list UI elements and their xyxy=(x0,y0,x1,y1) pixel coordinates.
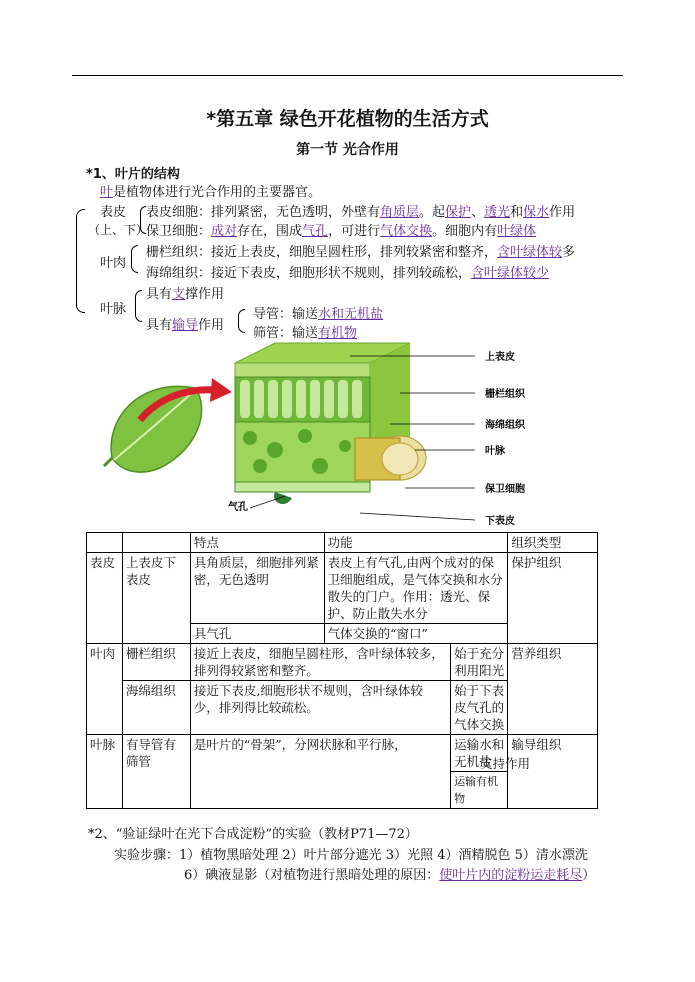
cell-mes-type: 营养组织 xyxy=(508,644,598,735)
mesophyll-label: 叶肉 xyxy=(100,256,127,271)
label-palisade: 栅栏组织 xyxy=(485,389,525,400)
header-feature: 特点 xyxy=(190,533,324,553)
cell-vein-type: 输导组织 xyxy=(508,735,598,809)
cell-pal-name: 栅栏组织 xyxy=(122,644,190,681)
table-header-row xyxy=(87,533,598,553)
transport-brace xyxy=(238,309,245,333)
header-rule xyxy=(72,75,623,76)
cell-vein-group: 叶脉 xyxy=(87,735,123,809)
cell-vein-func2: 运输有机物 xyxy=(451,772,508,809)
cell-epi-feature: 具角质层，细胞排列紧密，无色透明 xyxy=(190,553,324,624)
cell-pal-function: 始于充分利用阳光 xyxy=(451,644,508,681)
cell-vein-func1: 运输水和无机盐 xyxy=(451,735,508,772)
cell-spo-function: 始于下表皮气孔的气体交换 xyxy=(451,681,508,735)
epidermis-cell-line: 表皮细胞：排列紧密，无色透明，外壁有角质层。起保护、透光和保水作用 xyxy=(146,205,576,220)
cell-spo-feature: 接近下表皮,细胞形状不规则，含叶绿体较少，排列得比较疏松。 xyxy=(190,681,450,735)
label-spongy: 海绵组织 xyxy=(485,420,525,431)
main-brace xyxy=(76,209,85,313)
label-stoma: 气孔 xyxy=(228,502,248,513)
xylem-line: 导管：输送水和无机盐 xyxy=(253,307,384,322)
vein-support-cell: 支持作用 xyxy=(480,756,531,771)
label-guard-cell: 保卫细胞 xyxy=(485,484,525,495)
vein-brace xyxy=(135,290,142,322)
guard-cell-line: 保卫细胞：成对存在，围成气孔，可进行气体交换。细胞内有叶绿体 xyxy=(146,224,537,239)
tissue-block xyxy=(235,343,426,504)
experiment-steps-line1: 实验步骤：1）植物黑暗处理 2）叶片部分遮光 3）光照 4）酒精脱色 5）清水漂洗 xyxy=(114,848,588,863)
label-lower-epidermis: 下表皮 xyxy=(485,516,515,527)
heading-starch-experiment: *2、“验证绿叶在光下合成淀粉”的实验（教材P71—72） xyxy=(88,827,418,842)
cell-spo-name: 海绵组织 xyxy=(122,681,190,735)
leaf-cross-section-figure xyxy=(100,338,560,530)
heading-leaf-structure: *1、叶片的结构 xyxy=(86,167,180,182)
vein-support-line: 具有支撑作用 xyxy=(146,287,225,302)
epidermis-sub: （上、下） xyxy=(88,223,149,237)
section-title: 第一节 光合作用 xyxy=(296,142,399,158)
cell-epi-group: 表皮 xyxy=(87,553,123,644)
cell-epi-function: 表皮上有气孔,由两个成对的保卫细胞组成，是气体交换和水分散失的门户。作用：透光、保护、防止散失水分 xyxy=(324,553,508,624)
mesophyll-brace xyxy=(131,245,138,273)
cell-pal-feature: 接近上表皮，细胞呈圆柱形，含叶绿体较多，排列得较紧密和整齐。 xyxy=(190,644,450,681)
spongy-line: 海绵组织：接近下表皮，细胞形状不规则，排列较疏松，含叶绿体较少 xyxy=(146,266,550,281)
table-row xyxy=(87,553,598,624)
intro-line: 叶是植物体进行光合作用的主要器官。 xyxy=(100,185,322,200)
palisade-line: 栅栏组织：接近上表皮，细胞呈圆柱形，排列较紧密和整齐，含叶绿体较多 xyxy=(146,245,576,260)
leaf-illustration xyxy=(104,386,202,472)
vein-label: 叶脉 xyxy=(100,302,127,317)
cell-mes-group: 叶肉 xyxy=(87,644,123,735)
cell-epi-name: 上表皮下表皮 xyxy=(122,553,190,644)
cell-vein-name: 有导管有筛管 xyxy=(122,735,190,809)
cell-stoma-feature: 具气孔 xyxy=(190,624,324,644)
cell-stoma-function: 气体交换的“窗口” xyxy=(324,624,508,644)
header-function: 功能 xyxy=(324,533,508,553)
header-type: 组织类型 xyxy=(508,533,598,553)
vein-transport-line: 具有输导作用 xyxy=(146,318,225,333)
epidermis-label: 表皮 xyxy=(100,205,127,220)
chapter-title: *第五章 绿色开花植物的生活方式 xyxy=(206,108,489,130)
label-upper-epidermis: 上表皮 xyxy=(485,352,515,363)
cell-epi-type: 保护组织 xyxy=(508,553,598,644)
experiment-steps-line2: 6）碘液显影（对植物进行黑暗处理的原因：使叶片内的淀粉运走耗尽） xyxy=(184,868,596,883)
table-row xyxy=(87,644,598,681)
phloem-line: 筛管：输送有机物 xyxy=(253,326,358,341)
label-vein: 叶脉 xyxy=(485,446,505,457)
cell-vein-feature: 是叶片的“骨架”，分网状脉和平行脉， xyxy=(190,735,450,809)
